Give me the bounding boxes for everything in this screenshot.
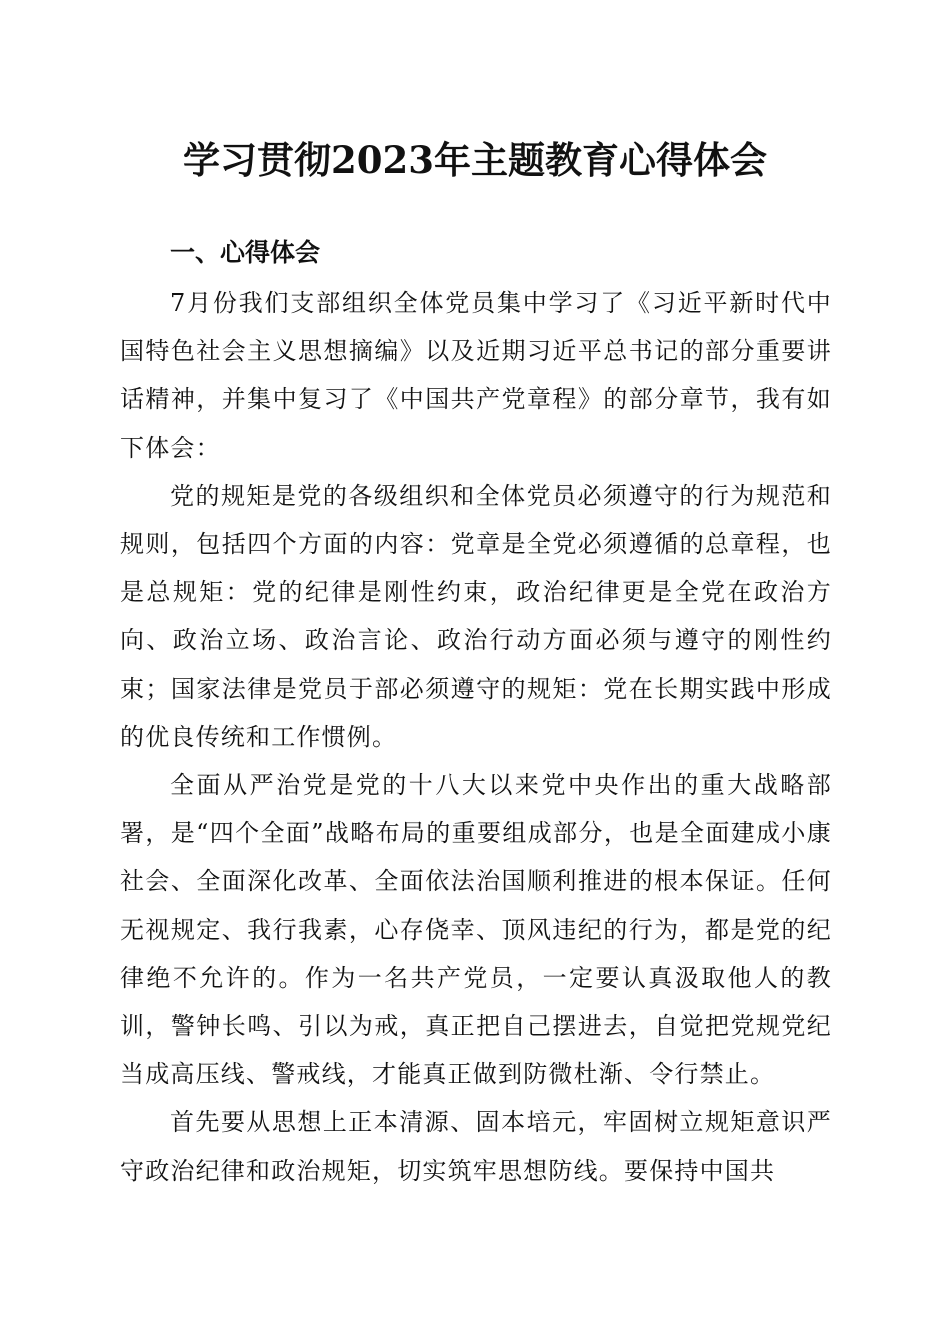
paragraph-2: 党的规矩是党的各级组织和全体党员必须遵守的行为规范和规则，包括四个方面的内容：党章是全党必须遵循的总章程，也是总规矩：党的纪律是刚性约束，政治纪律更是全党在政治方向、政治立场、政治言论、政治行动方面必须与遵守的刚性约束；国家法律是党员于部必须遵守的规矩：党在长期实践中形成的优良传统和工作惯例。 [120,481,832,751]
document-body [120,279,832,1195]
paragraph-1: 7月份我们支部组织全体党员集中学习了《习近平新时代中国特色社会主义思想摘编》以及近期习近平总书记的部分重要讲话精神，并集中复习了《中国共产党章程》的部分章节，我有如下体会： [120,289,832,462]
paragraph-3: 全面从严治党是党的十八大以来党中央作出的重大战略部署，是“四个全面”战略布局的重要组成部分，也是全面建成小康社会、全面深化改革、全面依法治国顺利推进的根本保证。任何无视规定、我行我素，心存侥幸、顶风违纪的行为，都是党的纪律绝不允许的。作为一名共产党员，一定要认真汲取他人的教训，警钟长鸣、引以为戒，真正把自己摆进去，自觉把党规党纪当成高压线、警戒线，才能真正做到防微杜渐、令行禁止。 [120,771,832,1089]
section-heading: 一、心得体会 [170,238,321,267]
document-title: 学习贯彻2023年主题教育心得体会 [183,138,767,182]
paragraph-4: 首先要从思想上正本清源、固本培元，牢固树立规矩意识严守政治纪律和政治规矩，切实筑牢思想防线。要保持中国共 [120,1108,832,1185]
